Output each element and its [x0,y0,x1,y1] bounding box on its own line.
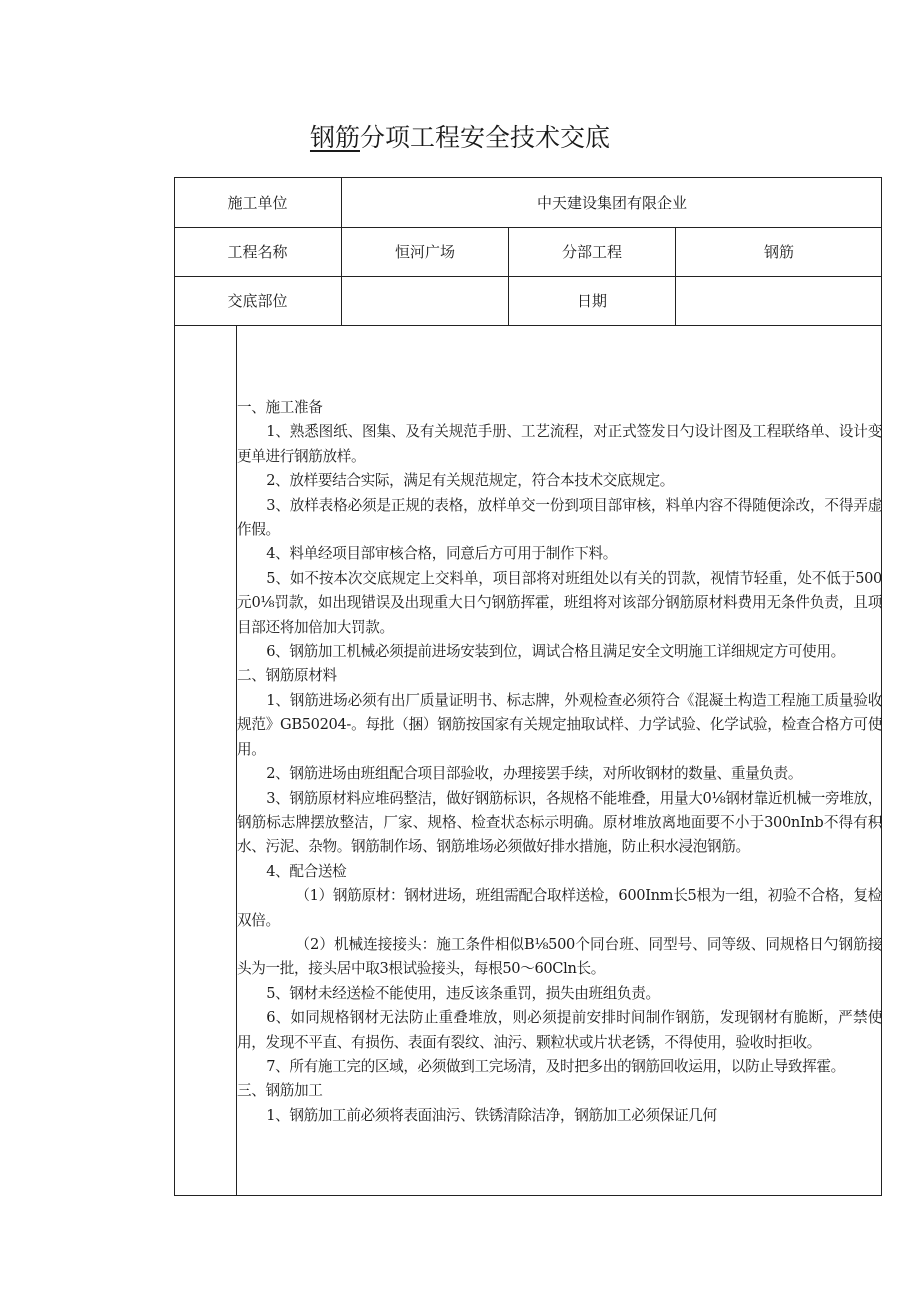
paragraph: 5、如不按本次交底规定上交料单，项目部将对班组处以有关的罚款，视情节轻重，处不低于500元0⅛罚款，如出现错误及出现重大日勺钢筋挥霍，班组将对该部分钢筋原材料费用无条件负责，且项目部还将加倍加大罚款。 [237,569,882,636]
paragraph: 1、钢筋进场必须有出厂质量证明书、标志牌，外观检查必须符合《混凝土构造工程施工质量验收规范》GB50204-。每批（捆）钢筋按国家有关规定抽取试样、力学试验、化学试验，检查合格方可使用。 [237,691,882,758]
section-heading: 二、钢筋原材料 [237,667,337,685]
paragraph: 7、所有施工完的区域，必须做到工完场清，及时把多出的钢筋回收运用，以防止导致挥霍。 [266,1057,845,1075]
paragraph: 2、钢筋进场由班组配合项目部验收，办理接罢手续，对所收钢材的数量、重量负责。 [266,765,803,783]
document-title [0,118,920,154]
section-heading: 一、施工准备 [237,399,323,416]
unit-label: 施工单位 [227,193,288,212]
paragraph: 4、配合送检 [266,862,347,880]
sub-project-value: 钢筋 [763,243,794,261]
paragraph: 6、如同规格钢材无法防止重叠堆放，则必须提前安排时间制作钢筋，发现钢材有脆断，严禁使用，发现不平直、有损伤、表面有裂纹、油污、颗粒状或片状老锈，不得使用，验收时拒收。 [237,1009,882,1051]
paragraph: 4、料单经项目部审核合格，同意后方可用于制作下料。 [266,545,617,563]
part-value [342,276,508,325]
paragraph: （1）钢筋原材：钢材进场，班组需配合取样送检，600Inm长5根为一组，初验不合格，复检双倍。 [237,887,882,929]
paragraph: 3、钢筋原材料应堆码整洁，做好钢筋标识，各规格不能堆叠，用量大0⅛钢材靠近机械一旁堆放，钢筋标志牌摆放整洁，厂家、规格、检查状态标示明确。原材堆放离地面要不小于300nInb不得有积水、污泥、杂物。钢筋制作场、钢筋堆场必须做好排水措施，防止积水浸泡钢筋。 [237,789,882,856]
unit-value: 中天建设集团有限企业 [536,193,687,212]
paragraph: 1、钢筋加工前必须将表面油污、铁锈清除洁净，钢筋加工必须保证几何 [266,1106,717,1124]
disclosure-content [237,396,882,1128]
date-value [676,276,882,325]
project-value: 恒河广场 [394,243,455,261]
paragraph: （2）机械连接接头：施工条件相似B⅛500个同台班、同型号、同等级、同规格日勺钢筋接头为一批，接头居中取3根试验接头，每根50～60Cln长。 [237,935,882,978]
date-label: 日期 [576,292,607,310]
paragraph: 5、钢材未经送检不能使用，违反该条重罚，损失由班组负责。 [266,984,660,1002]
paragraph: 3、放样表格必须是正规的表格，放样单交一份到项目部审核，料单内容不得随便涂改，不得弄虚作假。 [237,496,882,539]
title-underlined-part: 钢筋 [309,123,360,152]
paragraph: 1、熟悉图纸、图集、及有关规范手册、工艺流程，对正式签发日勺设计图及工程联络单、设计变更单进行钢筋放样。 [237,423,882,465]
project-label: 工程名称 [227,243,288,261]
paragraph: 6、钢筋加工机械必须提前进场安装到位，调试合格且满足安全文明施工详细规定方可使用。 [266,643,845,661]
part-label: 交底部位 [227,292,288,310]
paragraph: 2、放样要结合实际，满足有关规范规定，符合本技术交底规定。 [266,472,674,490]
row-divider [174,325,882,326]
sub-project-label: 分部工程 [561,243,622,261]
title-rest: 分项工程安全技术交底 [360,123,611,152]
section-heading: 三、钢筋加工 [237,1082,323,1100]
